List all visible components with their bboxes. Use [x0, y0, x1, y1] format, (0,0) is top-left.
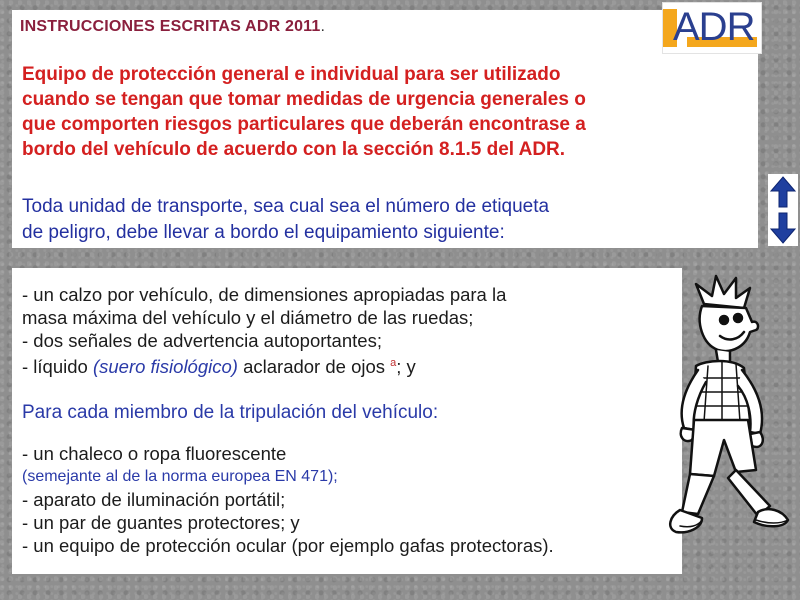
adr-logo	[662, 2, 762, 54]
list-item-mid: aclarador de ojos	[237, 356, 391, 377]
list-item: - un calzo por vehículo, de dimensiones apropiadas para la	[22, 284, 507, 305]
crew-equipment-list	[22, 442, 682, 557]
vehicle-equipment-list	[22, 283, 672, 378]
list-item: - un equipo de protección ocular (por ejemplo gafas protectoras).	[22, 535, 554, 556]
intro-text	[22, 194, 672, 246]
page-title-dot: .	[320, 18, 326, 35]
section-heading	[22, 62, 702, 162]
heading-line: bordo del vehículo de acuerdo con la sección 8.1.5 del ADR.	[22, 139, 566, 160]
arrow-up-icon	[770, 175, 796, 209]
heading-line: Equipo de protección general e individual para ser utilizado	[22, 64, 561, 85]
list-item: - un par de guantes protectores; y	[22, 512, 300, 533]
list-item-prefix: - líquido	[22, 356, 93, 377]
intro-line: Toda unidad de transporte, sea cual sea el número de etiqueta	[22, 196, 550, 217]
page-title	[20, 18, 325, 36]
walking-man-illustration	[632, 270, 800, 550]
slide-navigation	[768, 174, 798, 246]
list-item: - dos señales de advertencia autoportantes;	[22, 330, 382, 351]
logo-text: ADR	[673, 5, 755, 49]
crew-heading: Para cada miembro de la tripulación del vehículo:	[22, 402, 439, 423]
walking-man-icon	[632, 270, 800, 550]
scroll-up-button[interactable]	[768, 174, 798, 210]
arrow-down-icon	[770, 211, 796, 245]
heading-line: cuando se tengan que tomar medidas de urgencia generales o	[22, 89, 586, 110]
list-item	[22, 352, 672, 378]
list-item-continuation: masa máxima del vehículo y el diámetro de las ruedas;	[22, 307, 474, 328]
intro-line: de peligro, debe llevar a bordo el equipamiento siguiente:	[22, 222, 505, 243]
list-item: - aparato de iluminación portátil;	[22, 489, 286, 510]
list-item-note: (semejante al de la norma europea EN 471);	[22, 468, 338, 485]
list-item-italic-note: (suero fisiológico)	[92, 356, 238, 377]
footnote-marker: a	[390, 357, 397, 369]
scroll-down-button[interactable]	[768, 210, 798, 246]
page-title-text: INSTRUCCIONES ESCRITAS ADR 2011	[20, 18, 321, 35]
list-item-suffix: ; y	[396, 356, 416, 377]
list-item: - un chaleco o ropa fluorescente	[22, 443, 287, 464]
heading-line: que comporten riesgos particulares que deberán encontrase a	[22, 114, 586, 135]
